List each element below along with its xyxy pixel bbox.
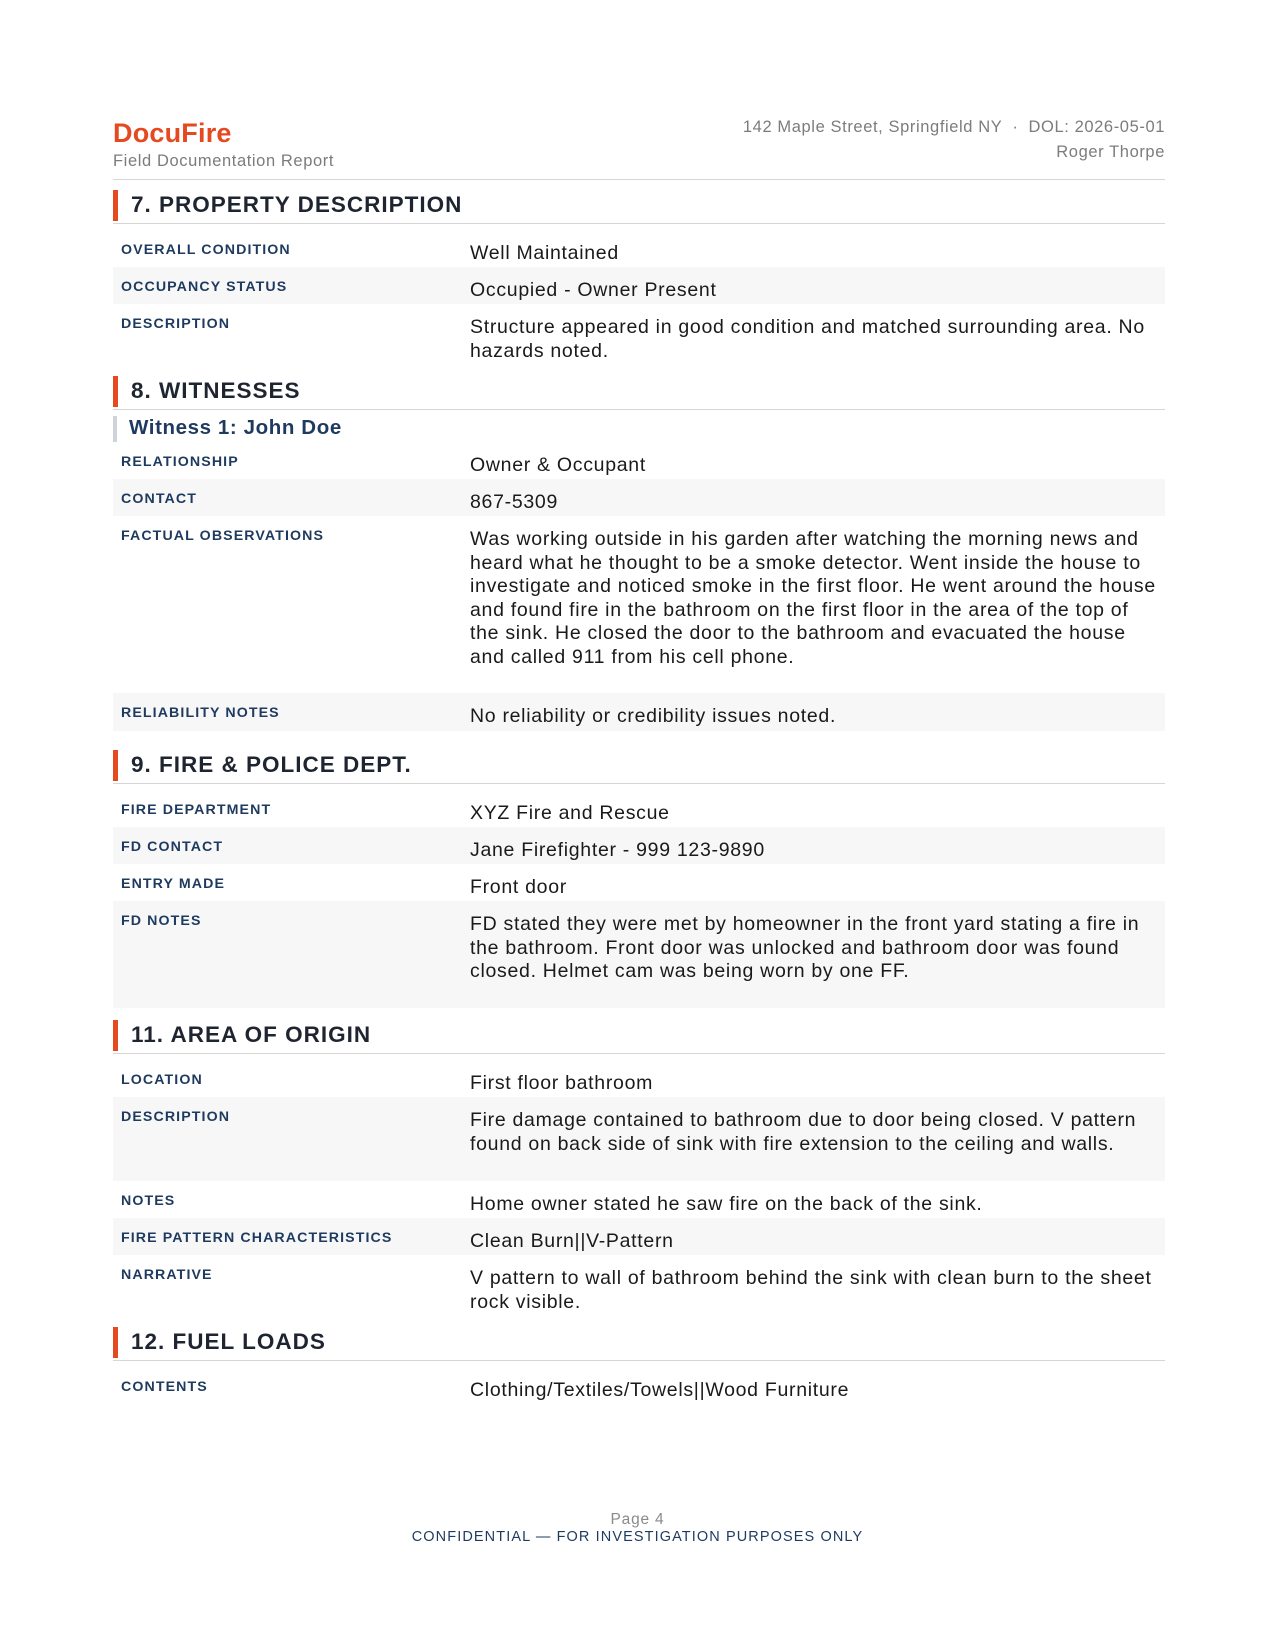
field-value: XYZ Fire and Rescue — [470, 802, 670, 824]
field-value: Clothing/Textiles/Towels||Wood Furniture — [470, 1379, 850, 1401]
field-label: OCCUPANCY STATUS — [121, 279, 288, 295]
report-page — [113, 0, 1165, 1650]
field-label: CONTACT — [121, 491, 197, 507]
field-row-fd-contact — [113, 827, 1165, 864]
section-accent-bar — [113, 190, 118, 221]
field-row-contact — [113, 479, 1165, 516]
field-value: Home owner stated he saw fire on the back of the sink. — [470, 1193, 983, 1215]
section-title: 8. WITNESSES — [131, 378, 301, 403]
field-value: Was working outside in his garden after watching the morning news and heard what he thought to be a smoke detector. Went inside the house to investigate and noticed smoke in the first floor. He went around the house and found fire in the bathroom on the first floor in the area of the top of the sink. He closed the door to the bathroom and evacuated the house and called 911 from his cell phone. — [470, 528, 1156, 668]
field-value: 867-5309 — [470, 491, 559, 513]
field-row-occupancy-status — [113, 267, 1165, 304]
section-fuel-loads — [113, 1327, 1165, 1361]
field-value: V pattern to wall of bathroom behind the sink with clean burn to the sheet rock visible. — [470, 1267, 1152, 1313]
section-accent-bar — [113, 1020, 118, 1051]
field-value: FD stated they were met by homeowner in the front yard stating a fire in the bathroom. Front door was unlocked and bathroom door was found closed. Helmet cam was being worn by one FF. — [470, 913, 1140, 983]
field-label: FD NOTES — [121, 913, 202, 929]
section-property-description — [113, 190, 1165, 224]
section-title: 12. FUEL LOADS — [131, 1329, 326, 1354]
section-accent-bar — [113, 376, 118, 407]
field-value: Clean Burn||V-Pattern — [470, 1230, 674, 1252]
field-label: FIRE DEPARTMENT — [121, 802, 272, 818]
field-row-fd-notes — [113, 901, 1165, 1008]
subsection-title: Witness 1: John Doe — [129, 416, 342, 439]
section-area-of-origin — [113, 1020, 1165, 1054]
header-meta — [743, 118, 1165, 137]
field-row-fire-department — [113, 790, 1165, 827]
field-label: OVERALL CONDITION — [121, 242, 291, 258]
field-label: RELATIONSHIP — [121, 454, 239, 470]
field-label: FACTUAL OBSERVATIONS — [121, 528, 325, 544]
brand-logo-text: DocuFire — [113, 118, 232, 148]
investigator-name: Roger Thorpe — [1056, 143, 1165, 161]
field-value: Jane Firefighter - 999 123-9890 — [470, 839, 765, 861]
section-fire-police — [113, 750, 1165, 784]
meta-separator: · — [1012, 118, 1019, 136]
field-value: Front door — [470, 876, 567, 898]
section-accent-bar — [113, 1327, 118, 1358]
date-of-loss: DOL: 2026-05-01 — [1028, 118, 1165, 136]
field-row-factual-observations — [113, 516, 1165, 693]
field-value: Well Maintained — [470, 242, 619, 264]
field-row-reliability-notes — [113, 693, 1165, 731]
field-value: Fire damage contained to bathroom due to door being closed. V pattern found on back side of sink with fire extension to the ceiling and walls. — [470, 1109, 1137, 1155]
field-row-contents — [113, 1367, 1165, 1404]
section-title: 11. AREA OF ORIGIN — [131, 1022, 372, 1047]
section-title: 7. PROPERTY DESCRIPTION — [131, 192, 463, 217]
field-row-location — [113, 1060, 1165, 1097]
field-label: CONTENTS — [121, 1379, 208, 1395]
field-row-narrative — [113, 1255, 1165, 1315]
field-value: Owner & Occupant — [470, 454, 646, 476]
subsection-bar — [113, 416, 117, 442]
field-row-entry-made — [113, 864, 1165, 901]
field-row-fire-pattern — [113, 1218, 1165, 1255]
field-row-origin-description — [113, 1097, 1165, 1181]
page-number: Page 4 — [610, 1511, 665, 1528]
field-label: RELIABILITY NOTES — [121, 705, 280, 721]
section-witnesses — [113, 376, 1165, 410]
field-value: First floor bathroom — [470, 1072, 654, 1094]
section-accent-bar — [113, 750, 118, 781]
field-label: NARRATIVE — [121, 1267, 213, 1283]
field-label: LOCATION — [121, 1072, 203, 1088]
field-value: Occupied - Owner Present — [470, 279, 717, 301]
field-label: FD CONTACT — [121, 839, 224, 855]
field-row-overall-condition — [113, 230, 1165, 267]
field-label: ENTRY MADE — [121, 876, 226, 892]
report-header — [113, 116, 1165, 180]
field-label: DESCRIPTION — [121, 1109, 231, 1125]
field-label: DESCRIPTION — [121, 316, 231, 332]
confidential-notice: CONFIDENTIAL — FOR INVESTIGATION PURPOSES ONLY — [411, 1529, 864, 1545]
field-label: FIRE PATTERN CHARACTERISTICS — [121, 1230, 393, 1246]
field-row-notes — [113, 1181, 1165, 1218]
field-value: Structure appeared in good condition and matched surrounding area. No hazards noted. — [470, 316, 1145, 362]
property-address: 142 Maple Street, Springfield NY — [742, 118, 1003, 136]
report-subtitle: Field Documentation Report — [113, 152, 335, 170]
field-value: No reliability or credibility issues noted. — [470, 705, 837, 727]
witness-1-heading — [113, 414, 1165, 442]
field-row-relationship — [113, 442, 1165, 479]
section-title: 9. FIRE & POLICE DEPT. — [131, 752, 412, 777]
field-row-property-description — [113, 304, 1165, 364]
field-label: NOTES — [121, 1193, 176, 1209]
